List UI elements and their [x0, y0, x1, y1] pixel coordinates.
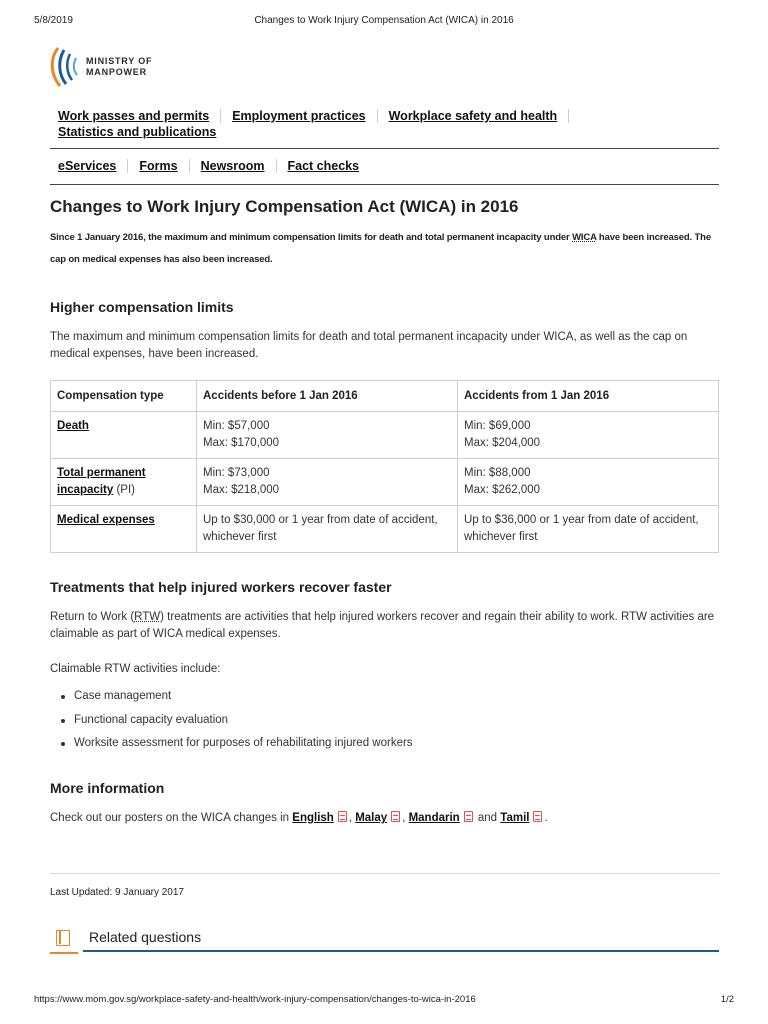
total-permanent-incapacity-link[interactable]: Total permanent incapacity	[57, 467, 146, 496]
nav-separator	[568, 109, 569, 123]
mom-logo[interactable]	[48, 44, 168, 94]
poster-malay-link[interactable]: Malay	[355, 812, 388, 824]
list-item: Worksite assessment for purposes of rehabilitating injured workers	[58, 735, 413, 759]
table-header: Accidents from 1 Jan 2016	[458, 381, 719, 412]
print-date: 5/8/2019	[34, 15, 73, 26]
nav-work-passes[interactable]: Work passes and permits	[58, 109, 210, 123]
cell-line: Min: $57,000	[203, 420, 270, 432]
nav-statistics[interactable]: Statistics and publications	[58, 125, 217, 139]
nav-divider-bottom	[50, 184, 719, 185]
nav-workplace-safety[interactable]: Workplace safety and health	[388, 109, 558, 123]
pdf-icon	[391, 811, 400, 822]
table-header-row	[51, 381, 719, 412]
rtw-activities-list	[58, 688, 413, 759]
table-row	[51, 412, 719, 459]
logo-line-2: MANPOWER	[86, 67, 147, 77]
wica-abbr: WICA	[572, 232, 597, 243]
print-header	[34, 15, 734, 29]
compensation-table	[50, 380, 719, 553]
nav-separator	[189, 159, 190, 173]
pdf-icon	[338, 811, 347, 822]
intro-text-end: have been increased. The cap on medical expenses has also been increased.	[50, 232, 711, 265]
heading-rtw: Treatments that help injured workers recover faster	[50, 579, 392, 595]
print-url: https://www.mom.gov.sg/workplace-safety-and-health/work-injury-compensation/changes-to-wica-in-2016	[34, 994, 476, 1005]
book-icon	[56, 930, 70, 946]
nav-separator	[220, 109, 221, 123]
pdf-icon	[533, 811, 542, 822]
list-item: Functional capacity evaluation	[58, 712, 413, 736]
page-intro	[50, 227, 718, 271]
nav-divider-top	[50, 148, 719, 149]
logo-text	[86, 56, 152, 78]
nav-separator	[377, 109, 378, 123]
poster-tamil-link[interactable]: Tamil	[500, 812, 530, 824]
nav-separator	[276, 159, 277, 173]
last-updated: Last Updated: 9 January 2017	[50, 887, 184, 898]
table-header: Accidents before 1 Jan 2016	[197, 381, 458, 412]
cell-line: Min: $88,000	[464, 467, 531, 479]
page-title: Changes to Work Injury Compensation Act (WICA) in 2016	[50, 197, 519, 216]
table-cell-type	[51, 506, 197, 553]
table-cell-type	[51, 459, 197, 506]
medical-expenses-link[interactable]: Medical expenses	[57, 514, 155, 526]
main-nav	[58, 108, 658, 140]
subnav-newsroom[interactable]: Newsroom	[200, 159, 265, 173]
posters-text: Check out our posters on the WICA changes in	[50, 812, 290, 824]
type-suffix: (PI)	[113, 484, 135, 496]
table-cell-after	[458, 412, 719, 459]
death-link[interactable]: Death	[57, 420, 89, 432]
poster-mandarin-link[interactable]: Mandarin	[408, 812, 460, 824]
posters-line: Check out our posters on the WICA changes in English , Malay , Mandarin and Tamil .	[50, 812, 548, 824]
rtw-description	[50, 609, 718, 643]
nav-employment-practices[interactable]: Employment practices	[232, 109, 366, 123]
table-row	[51, 459, 719, 506]
mom-logo-mark	[48, 44, 84, 90]
subnav-forms[interactable]: Forms	[139, 159, 178, 173]
limits-description: The maximum and minimum compensation limits for death and total permanent incapacity under WICA, as well as the cap on medical expenses, have been increased.	[50, 331, 688, 360]
cell-line: Max: $218,000	[203, 484, 280, 496]
heading-more-information: More information	[50, 780, 165, 796]
poster-english-link[interactable]: English	[292, 812, 334, 824]
related-questions-tab[interactable]	[50, 926, 719, 954]
related-questions-underline	[83, 950, 719, 952]
table-cell-after	[458, 506, 719, 553]
rtw-list-intro: Claimable RTW activities include:	[50, 663, 221, 675]
heading-compensation-limits: Higher compensation limits	[50, 299, 234, 315]
intro-text: Since 1 January 2016, the maximum and minimum compensation limits for death and total permanent incapacity under	[50, 232, 573, 243]
content-divider	[50, 873, 719, 874]
book-icon-tile	[50, 926, 78, 954]
related-questions-label: Related questions	[89, 929, 202, 945]
table-cell-after	[458, 459, 719, 506]
table-cell-before	[197, 506, 458, 553]
page-number: 1/2	[720, 994, 734, 1005]
table-row	[51, 506, 719, 553]
table-cell-before	[197, 459, 458, 506]
cell-line: Up to $36,000 or 1 year from date of accident, whichever first	[464, 514, 699, 543]
rtw-text-end: ) treatments are activities that help injured workers recover and regain their ability to work. RTW activities are claimable as part of WICA medical expenses.	[50, 611, 715, 640]
subnav-fact-checks[interactable]: Fact checks	[287, 159, 360, 173]
logo-line-1: MINISTRY OF	[86, 56, 153, 66]
subnav-eservices[interactable]: eServices	[58, 159, 117, 173]
cell-line: Max: $262,000	[464, 484, 541, 496]
list-item: Case management	[58, 688, 413, 712]
rtw-abbr: RTW	[134, 611, 161, 623]
cell-line: Min: $73,000	[203, 467, 270, 479]
table-cell-before	[197, 412, 458, 459]
nav-separator	[127, 159, 128, 173]
pdf-icon	[464, 811, 473, 822]
cell-line: Up to $30,000 or 1 year from date of accident, whichever first	[203, 514, 438, 543]
cell-line: Max: $204,000	[464, 437, 541, 449]
table-header: Compensation type	[51, 381, 197, 412]
sub-nav	[58, 158, 359, 174]
cell-line: Min: $69,000	[464, 420, 531, 432]
rtw-text: Return to Work (	[50, 611, 135, 623]
posters-joiner: and	[477, 812, 498, 824]
table-cell-type	[51, 412, 197, 459]
cell-line: Max: $170,000	[203, 437, 280, 449]
print-title: Changes to Work Injury Compensation Act (WICA) in 2016	[254, 15, 514, 26]
